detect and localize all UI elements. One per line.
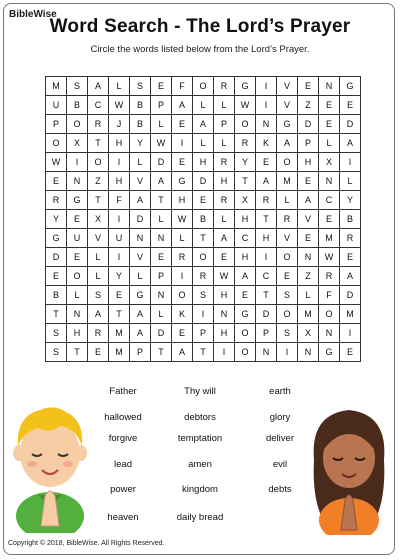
word-bank-item: hallowed xyxy=(104,412,142,423)
grid-letter-cell[interactable]: L xyxy=(214,96,235,115)
grid-letter-cell[interactable]: V xyxy=(298,210,319,229)
grid-letter-cell[interactable]: E xyxy=(67,210,88,229)
grid-letter-cell[interactable]: R xyxy=(214,191,235,210)
grid-letter-cell[interactable]: S xyxy=(46,324,67,343)
grid-letter-cell[interactable]: G xyxy=(46,229,67,248)
grid-letter-cell[interactable]: E xyxy=(235,286,256,305)
grid-letter-cell[interactable]: E xyxy=(340,96,361,115)
grid-letter-cell[interactable]: S xyxy=(67,77,88,96)
word-bank-item: Father xyxy=(109,386,137,397)
grid-letter-cell[interactable]: O xyxy=(67,115,88,134)
grid-letter-cell[interactable]: T xyxy=(151,191,172,210)
grid-letter-cell[interactable]: H xyxy=(214,172,235,191)
grid-letter-cell[interactable]: B xyxy=(46,286,67,305)
grid-row xyxy=(46,96,361,115)
grid-row xyxy=(46,305,361,324)
grid-letter-cell[interactable]: T xyxy=(88,134,109,153)
grid-letter-cell[interactable]: T xyxy=(67,343,88,362)
word-bank-item: debts xyxy=(268,484,292,495)
grid-letter-cell[interactable]: Z xyxy=(298,96,319,115)
grid-letter-cell[interactable]: A xyxy=(88,77,109,96)
grid-letter-cell[interactable]: O xyxy=(172,286,193,305)
grid-letter-cell[interactable]: O xyxy=(46,134,67,153)
grid-row xyxy=(46,210,361,229)
grid-letter-cell[interactable]: G xyxy=(172,172,193,191)
grid-letter-cell[interactable]: H xyxy=(298,153,319,172)
grid-letter-cell[interactable]: H xyxy=(109,134,130,153)
grid-letter-cell[interactable]: X xyxy=(88,210,109,229)
grid-letter-cell[interactable]: R xyxy=(172,248,193,267)
grid-letter-cell[interactable]: D xyxy=(193,172,214,191)
grid-letter-cell[interactable]: A xyxy=(214,229,235,248)
word-bank-item: evil xyxy=(272,459,288,470)
grid-letter-cell[interactable]: P xyxy=(193,324,214,343)
grid-letter-cell[interactable]: O xyxy=(235,115,256,134)
grid-letter-cell[interactable]: L xyxy=(277,191,298,210)
grid-letter-cell[interactable]: K xyxy=(256,134,277,153)
grid-letter-cell[interactable]: X xyxy=(235,191,256,210)
grid-letter-cell[interactable]: N xyxy=(214,305,235,324)
grid-letter-cell[interactable]: I xyxy=(109,153,130,172)
grid-letter-cell[interactable]: S xyxy=(277,286,298,305)
grid-letter-cell[interactable]: M xyxy=(340,305,361,324)
grid-row xyxy=(46,77,361,96)
grid-letter-cell[interactable]: L xyxy=(298,286,319,305)
grid-letter-cell[interactable]: R xyxy=(277,210,298,229)
grid-letter-cell[interactable]: H xyxy=(193,153,214,172)
grid-letter-cell[interactable]: I xyxy=(172,134,193,153)
grid-letter-cell[interactable]: O xyxy=(88,153,109,172)
grid-letter-cell[interactable]: N xyxy=(67,172,88,191)
grid-letter-cell[interactable]: L xyxy=(67,286,88,305)
grid-letter-cell[interactable]: N xyxy=(298,248,319,267)
grid-letter-cell[interactable]: R xyxy=(214,153,235,172)
grid-row xyxy=(46,229,361,248)
grid-letter-cell[interactable]: A xyxy=(277,134,298,153)
grid-letter-cell[interactable]: M xyxy=(109,324,130,343)
word-bank-item: earth xyxy=(269,386,291,397)
word-bank-item: Thy will xyxy=(184,386,216,397)
instruction-text: Circle the words listed below from the Lord’s Prayer. xyxy=(90,44,310,55)
praying-girl-icon xyxy=(306,400,392,535)
grid-letter-cell[interactable]: Z xyxy=(88,172,109,191)
grid-letter-cell[interactable]: D xyxy=(46,248,67,267)
grid-letter-cell[interactable]: A xyxy=(130,305,151,324)
word-bank-item: kingdom xyxy=(182,484,218,495)
grid-letter-cell[interactable]: P xyxy=(214,115,235,134)
grid-letter-cell[interactable]: E xyxy=(340,248,361,267)
word-bank-item: heaven xyxy=(107,512,139,523)
word-bank-item: debtors xyxy=(184,412,216,423)
grid-letter-cell[interactable]: N xyxy=(298,343,319,362)
grid-letter-cell[interactable]: W xyxy=(235,96,256,115)
grid-letter-cell[interactable]: E xyxy=(109,286,130,305)
grid-letter-cell[interactable]: D xyxy=(298,115,319,134)
grid-letter-cell[interactable]: V xyxy=(88,229,109,248)
grid-letter-cell[interactable]: E xyxy=(256,153,277,172)
grid-letter-cell[interactable]: W xyxy=(109,96,130,115)
brand-logo: BibleWise xyxy=(9,9,57,20)
grid-row xyxy=(46,153,361,172)
grid-letter-cell[interactable]: L xyxy=(319,134,340,153)
grid-row xyxy=(46,248,361,267)
grid-letter-cell[interactable]: E xyxy=(277,267,298,286)
grid-letter-cell[interactable]: L xyxy=(151,115,172,134)
grid-letter-cell[interactable]: L xyxy=(172,229,193,248)
grid-letter-cell[interactable]: B xyxy=(193,210,214,229)
grid-letter-cell[interactable]: E xyxy=(151,77,172,96)
grid-letter-cell[interactable]: V xyxy=(130,172,151,191)
grid-letter-cell[interactable]: P xyxy=(151,267,172,286)
grid-letter-cell[interactable]: E xyxy=(46,172,67,191)
grid-letter-cell[interactable]: G xyxy=(277,115,298,134)
grid-letter-cell[interactable]: R xyxy=(214,77,235,96)
grid-letter-cell[interactable]: O xyxy=(277,305,298,324)
grid-letter-cell[interactable]: I xyxy=(256,248,277,267)
grid-letter-cell[interactable]: T xyxy=(256,210,277,229)
grid-letter-cell[interactable]: E xyxy=(298,172,319,191)
grid-letter-cell[interactable]: E xyxy=(298,229,319,248)
grid-letter-cell[interactable]: O xyxy=(67,267,88,286)
word-bank-item: amen xyxy=(188,459,212,470)
grid-letter-cell[interactable]: G xyxy=(319,343,340,362)
grid-letter-cell[interactable]: M xyxy=(319,229,340,248)
grid-letter-cell[interactable]: Y xyxy=(46,210,67,229)
grid-letter-cell[interactable]: I xyxy=(109,210,130,229)
grid-letter-cell[interactable]: O xyxy=(235,343,256,362)
grid-row xyxy=(46,134,361,153)
grid-letter-cell[interactable]: K xyxy=(172,305,193,324)
grid-letter-cell[interactable]: Y xyxy=(340,191,361,210)
grid-letter-cell[interactable]: A xyxy=(235,267,256,286)
grid-letter-cell[interactable]: A xyxy=(193,115,214,134)
grid-letter-cell[interactable]: H xyxy=(214,324,235,343)
grid-letter-cell[interactable]: E xyxy=(151,248,172,267)
grid-letter-cell[interactable]: B xyxy=(130,96,151,115)
grid-letter-cell[interactable]: H xyxy=(109,172,130,191)
grid-letter-cell[interactable]: E xyxy=(319,96,340,115)
grid-letter-cell[interactable]: I xyxy=(256,96,277,115)
grid-letter-cell[interactable]: D xyxy=(256,305,277,324)
boy-right-cheek xyxy=(63,461,73,467)
grid-letter-cell[interactable]: L xyxy=(193,96,214,115)
grid-letter-cell[interactable]: E xyxy=(88,343,109,362)
grid-row xyxy=(46,172,361,191)
grid-letter-cell[interactable]: M xyxy=(109,343,130,362)
grid-letter-cell[interactable]: H xyxy=(67,324,88,343)
grid-letter-cell[interactable]: N xyxy=(151,286,172,305)
word-bank-item: temptation xyxy=(177,433,223,444)
grid-letter-cell[interactable]: T xyxy=(46,305,67,324)
grid-letter-cell[interactable]: B xyxy=(67,96,88,115)
grid-letter-cell[interactable]: P xyxy=(130,343,151,362)
grid-letter-cell[interactable]: N xyxy=(151,229,172,248)
grid-letter-cell[interactable]: L xyxy=(214,134,235,153)
boy-left-cheek xyxy=(27,461,37,467)
grid-letter-cell[interactable]: N xyxy=(130,229,151,248)
word-search-grid[interactable] xyxy=(45,76,361,362)
grid-letter-cell[interactable]: U xyxy=(109,229,130,248)
grid-letter-cell[interactable]: N xyxy=(67,305,88,324)
grid-letter-cell[interactable]: P xyxy=(298,134,319,153)
grid-letter-cell[interactable]: U xyxy=(67,229,88,248)
word-bank-item: power xyxy=(110,484,136,495)
grid-letter-cell[interactable]: R xyxy=(256,191,277,210)
grid-letter-cell[interactable]: D xyxy=(151,324,172,343)
grid-letter-cell[interactable]: L xyxy=(340,172,361,191)
grid-row xyxy=(46,267,361,286)
grid-letter-cell[interactable]: T xyxy=(193,229,214,248)
grid-letter-cell[interactable]: E xyxy=(172,324,193,343)
word-bank-item: daily bread xyxy=(176,512,224,523)
grid-letter-cell[interactable]: H xyxy=(256,229,277,248)
grid-letter-cell[interactable]: O xyxy=(235,324,256,343)
grid-letter-cell[interactable]: O xyxy=(193,248,214,267)
grid-letter-cell[interactable]: A xyxy=(130,191,151,210)
grid-letter-cell[interactable]: S xyxy=(46,343,67,362)
grid-letter-cell[interactable]: E xyxy=(340,343,361,362)
grid-letter-cell[interactable]: A xyxy=(172,343,193,362)
grid-letter-cell[interactable]: Z xyxy=(298,267,319,286)
grid-letter-cell[interactable]: O xyxy=(193,77,214,96)
grid-letter-cell[interactable]: I xyxy=(214,343,235,362)
grid-letter-cell[interactable]: X xyxy=(67,134,88,153)
grid-letter-cell[interactable]: V xyxy=(277,229,298,248)
word-bank-item: forgive xyxy=(108,433,138,444)
grid-letter-cell[interactable]: H xyxy=(214,286,235,305)
grid-letter-cell[interactable]: L xyxy=(130,153,151,172)
grid-letter-cell[interactable]: I xyxy=(67,153,88,172)
grid-letter-cell[interactable]: L xyxy=(88,248,109,267)
grid-letter-cell[interactable]: S xyxy=(130,77,151,96)
word-bank-item: lead xyxy=(114,459,132,470)
grid-letter-cell[interactable]: H xyxy=(235,210,256,229)
grid-letter-cell[interactable]: H xyxy=(235,248,256,267)
grid-letter-cell[interactable]: S xyxy=(88,286,109,305)
grid-letter-cell[interactable]: W xyxy=(151,134,172,153)
grid-letter-cell[interactable]: C xyxy=(235,229,256,248)
grid-letter-cell[interactable]: O xyxy=(277,248,298,267)
grid-letter-cell[interactable]: C xyxy=(256,267,277,286)
grid-letter-cell[interactable]: J xyxy=(109,115,130,134)
grid-letter-cell[interactable]: M xyxy=(298,305,319,324)
grid-letter-cell[interactable]: D xyxy=(130,210,151,229)
grid-letter-cell[interactable]: W xyxy=(172,210,193,229)
grid-letter-cell[interactable]: H xyxy=(172,191,193,210)
grid-letter-cell[interactable]: I xyxy=(277,343,298,362)
word-bank-item: deliver xyxy=(266,433,294,444)
grid-letter-cell[interactable]: A xyxy=(340,267,361,286)
grid-letter-cell[interactable]: P xyxy=(46,115,67,134)
grid-row xyxy=(46,324,361,343)
grid-letter-cell[interactable]: Y xyxy=(235,153,256,172)
grid-letter-cell[interactable]: E xyxy=(172,153,193,172)
grid-letter-cell[interactable]: M xyxy=(46,77,67,96)
grid-letter-cell[interactable]: U xyxy=(46,96,67,115)
grid-letter-cell[interactable]: O xyxy=(277,153,298,172)
grid-letter-cell[interactable]: G xyxy=(67,191,88,210)
grid-letter-cell[interactable]: Y xyxy=(130,134,151,153)
grid-letter-cell[interactable]: F xyxy=(109,191,130,210)
grid-letter-cell[interactable]: I xyxy=(256,77,277,96)
grid-letter-cell[interactable]: I xyxy=(172,267,193,286)
grid-letter-cell[interactable]: L xyxy=(151,210,172,229)
grid-row xyxy=(46,191,361,210)
grid-letter-cell[interactable]: I xyxy=(340,153,361,172)
grid-letter-cell[interactable]: L xyxy=(130,267,151,286)
grid-letter-cell[interactable]: S xyxy=(277,324,298,343)
grid-letter-cell[interactable]: L xyxy=(193,134,214,153)
grid-letter-cell[interactable]: R xyxy=(193,267,214,286)
grid-row xyxy=(46,343,361,362)
grid-letter-cell[interactable]: A xyxy=(172,96,193,115)
grid-letter-cell[interactable]: D xyxy=(340,115,361,134)
grid-letter-cell[interactable]: S xyxy=(193,286,214,305)
grid-letter-cell[interactable]: G xyxy=(235,77,256,96)
page-title: Word Search - The Lord’s Prayer xyxy=(49,16,351,37)
grid-letter-cell[interactable]: V xyxy=(277,77,298,96)
grid-letter-cell[interactable]: N xyxy=(319,172,340,191)
grid-letter-cell[interactable]: G xyxy=(130,286,151,305)
grid-letter-cell[interactable]: E xyxy=(172,115,193,134)
grid-letter-cell[interactable]: T xyxy=(151,343,172,362)
grid-row xyxy=(46,286,361,305)
grid-letter-cell[interactable]: O xyxy=(319,305,340,324)
grid-letter-cell[interactable]: G xyxy=(235,305,256,324)
grid-letter-cell[interactable]: I xyxy=(109,248,130,267)
grid-letter-cell[interactable]: L xyxy=(88,267,109,286)
praying-boy-icon xyxy=(10,398,90,533)
grid-letter-cell[interactable]: X xyxy=(319,153,340,172)
grid-letter-cell[interactable]: W xyxy=(319,248,340,267)
grid-letter-cell[interactable]: B xyxy=(130,115,151,134)
grid-letter-cell[interactable]: C xyxy=(319,191,340,210)
grid-letter-cell[interactable]: R xyxy=(319,267,340,286)
grid-letter-cell[interactable]: T xyxy=(109,305,130,324)
grid-letter-cell[interactable]: T xyxy=(235,172,256,191)
grid-letter-cell[interactable]: E xyxy=(319,115,340,134)
grid-letter-cell[interactable]: B xyxy=(340,210,361,229)
grid-letter-cell[interactable]: N xyxy=(256,115,277,134)
grid-letter-cell[interactable]: M xyxy=(277,172,298,191)
grid-letter-cell[interactable]: E xyxy=(67,248,88,267)
grid-letter-cell[interactable]: N xyxy=(319,77,340,96)
grid-letter-cell[interactable]: F xyxy=(319,286,340,305)
grid-letter-cell[interactable]: V xyxy=(130,248,151,267)
grid-letter-cell[interactable]: R xyxy=(88,324,109,343)
grid-letter-cell[interactable]: A xyxy=(340,134,361,153)
grid-letter-cell[interactable]: E xyxy=(298,77,319,96)
grid-letter-cell[interactable]: T xyxy=(88,191,109,210)
grid-letter-cell[interactable]: E xyxy=(46,267,67,286)
grid-letter-cell[interactable]: R xyxy=(235,134,256,153)
grid-letter-cell[interactable]: N xyxy=(256,343,277,362)
grid-letter-cell[interactable]: W xyxy=(214,267,235,286)
grid-letter-cell[interactable]: N xyxy=(319,324,340,343)
grid-letter-cell[interactable]: A xyxy=(130,324,151,343)
copyright-notice: Copyright © 2018, BibleWise. All Rights Reserved. xyxy=(8,540,165,547)
word-bank-item: glory xyxy=(269,412,291,423)
grid-letter-cell[interactable]: D xyxy=(340,286,361,305)
grid-letter-cell[interactable]: D xyxy=(151,153,172,172)
grid-letter-cell[interactable]: L xyxy=(151,305,172,324)
grid-letter-cell[interactable]: A xyxy=(256,172,277,191)
grid-letter-cell[interactable]: L xyxy=(109,77,130,96)
grid-letter-cell[interactable]: V xyxy=(277,96,298,115)
grid-letter-cell[interactable]: P xyxy=(256,324,277,343)
grid-letter-cell[interactable]: I xyxy=(193,305,214,324)
grid-letter-cell[interactable]: G xyxy=(340,77,361,96)
grid-letter-cell[interactable]: P xyxy=(151,96,172,115)
grid-letter-cell[interactable]: Y xyxy=(109,267,130,286)
grid-letter-cell[interactable]: A xyxy=(298,191,319,210)
grid-letter-cell[interactable]: R xyxy=(88,115,109,134)
grid-letter-cell[interactable]: R xyxy=(340,229,361,248)
grid-row xyxy=(46,115,361,134)
grid-letter-cell[interactable]: C xyxy=(88,96,109,115)
grid-letter-cell[interactable]: L xyxy=(214,210,235,229)
grid-letter-cell[interactable]: X xyxy=(298,324,319,343)
grid-letter-cell[interactable]: E xyxy=(193,191,214,210)
grid-letter-cell[interactable]: E xyxy=(214,248,235,267)
grid-letter-cell[interactable]: E xyxy=(319,210,340,229)
grid-letter-cell[interactable]: T xyxy=(193,343,214,362)
grid-letter-cell[interactable]: R xyxy=(46,191,67,210)
grid-letter-cell[interactable]: W xyxy=(46,153,67,172)
grid-letter-cell[interactable]: I xyxy=(340,324,361,343)
grid-letter-cell[interactable]: F xyxy=(172,77,193,96)
grid-letter-cell[interactable]: T xyxy=(256,286,277,305)
grid-letter-cell[interactable]: A xyxy=(151,172,172,191)
grid-letter-cell[interactable]: A xyxy=(88,305,109,324)
